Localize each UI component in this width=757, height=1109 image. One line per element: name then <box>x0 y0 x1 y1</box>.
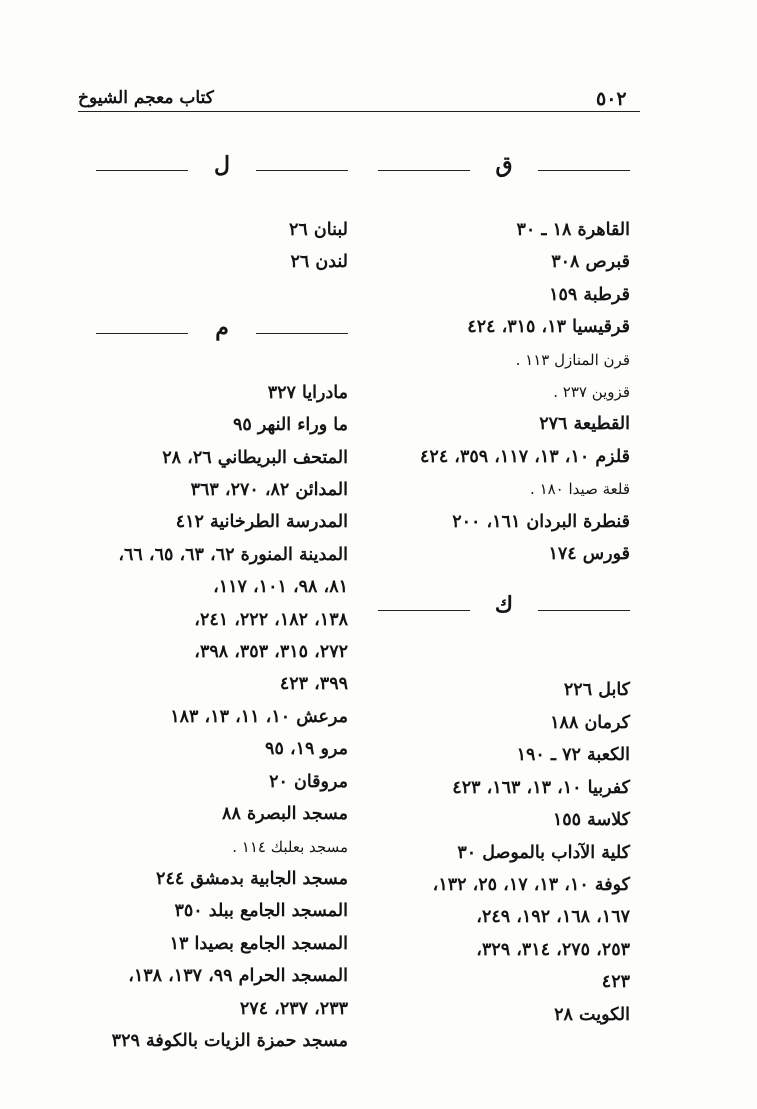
right-column <box>378 150 630 1031</box>
index-entry: قلعة صيدا ١٨٠ . <box>530 480 630 499</box>
running-title: كتاب معجم الشيوخ <box>78 88 214 108</box>
header-rule <box>78 111 640 112</box>
heading-rule <box>256 333 348 334</box>
page-number: ٥٠٢ <box>596 88 627 110</box>
heading-rule <box>378 610 470 611</box>
section-letter: م <box>215 314 229 341</box>
index-entry: مرو ١٩، ٩٥ <box>265 739 348 760</box>
index-entry: القطيعة ٢٧٦ <box>539 414 630 435</box>
heading-rule <box>96 333 188 334</box>
section-heading-lam <box>96 150 348 190</box>
index-entry: مرعش ١٠، ١١، ١٣، ١٨٣ <box>170 706 348 727</box>
index-entry: الكويت ٢٨ <box>554 1004 630 1025</box>
index-entry: القاهرة ١٨ ـ ٣٠ <box>516 220 630 240</box>
section-heading-mim <box>96 313 348 353</box>
index-entry: المسجد الحرام ٩٩، ١٣٧، ١٣٨، <box>128 966 348 987</box>
index-entry: مسجد بعلبك ١١٤ . <box>232 837 348 856</box>
index-entry: مروقان ٢٠ <box>269 771 348 792</box>
entry-list-kaf <box>378 674 630 1030</box>
index-entry: ما وراء النهر ٩٥ <box>233 415 348 436</box>
entry-list-lam <box>96 214 348 279</box>
index-entry: المسجد الجامع بصيدا ١٣ <box>169 933 348 954</box>
section-letter: ل <box>214 152 230 178</box>
index-entry: الكعبة ٧٢ ـ ١٩٠ <box>516 745 630 766</box>
index-entry: المتحف البريطاني ٢٦، ٢٨ <box>162 447 348 468</box>
index-entry-continuation: ٤٢٣ <box>601 972 630 993</box>
section-heading-kaf <box>378 590 630 630</box>
heading-rule <box>538 610 630 611</box>
entry-list-qaf <box>378 214 630 570</box>
index-entry-continuation: ٣٩٩، ٤٢٣ <box>279 674 348 695</box>
index-entry: مسجد حمزة الزيات بالكوفة ٣٢٩ <box>111 1030 348 1051</box>
index-entry: لبنان ٢٦ <box>289 220 348 240</box>
index-entry-continuation: ٢٥٣، ٢٧٥، ٣١٤، ٣٢٩، <box>476 939 630 960</box>
index-entry: مسجد البصرة ٨٨ <box>222 804 348 825</box>
index-entry: قرن المنازل ١١٣ . <box>515 350 630 369</box>
index-entry: قلزم ١٠، ١٣، ١١٧، ٣٥٩، ٤٢٤ <box>420 446 630 467</box>
index-entry: كابل ٢٢٦ <box>563 680 630 701</box>
section-heading-qaf <box>378 150 630 190</box>
index-entry: كلية الآداب بالموصل ٣٠ <box>457 842 630 863</box>
index-entry: قبرص ٣٠٨ <box>551 252 630 273</box>
section-letter: ك <box>494 592 514 619</box>
index-entry: مسجد الجابية بدمشق ٢٤٤ <box>156 868 348 889</box>
heading-rule <box>538 170 630 171</box>
index-entry: قورس ١٧٤ <box>548 544 630 565</box>
index-entry: كفربيا ١٠، ١٣، ١٦٣، ٤٢٣ <box>452 777 630 798</box>
index-entry: قرطبة ١٥٩ <box>549 284 630 305</box>
index-entry-continuation: ٨١، ٩٨، ١٠١، ١١٧، <box>213 577 348 598</box>
index-entry-continuation: ١٦٧، ١٦٨، ١٩٢، ٢٤٩، <box>476 907 630 928</box>
index-entry-continuation: ٢٧٢، ٣١٥، ٣٥٣، ٣٩٨، <box>194 642 348 663</box>
index-entry: لندن ٢٦ <box>290 252 348 273</box>
heading-rule <box>378 170 470 171</box>
heading-rule <box>96 170 188 171</box>
heading-rule <box>256 170 348 171</box>
entry-list-mim <box>96 377 348 1058</box>
index-entry: كلاسة ١٥٥ <box>552 810 630 831</box>
index-entry: قرقيسيا ١٣، ٣١٥، ٤٢٤ <box>467 317 630 338</box>
index-entry: المدائن ٨٢، ٢٧٠، ٣٦٣ <box>190 480 348 501</box>
index-entry: كرمان ١٨٨ <box>550 712 630 733</box>
index-entry: المدينة المنورة ٦٢، ٦٣، ٦٥، ٦٦، <box>118 544 348 565</box>
index-entry-continuation: ١٣٨، ١٨٢، ٢٢٢، ٢٤١، <box>194 609 348 630</box>
index-entry-continuation: ٢٣٣، ٢٣٧، ٢٧٤ <box>239 998 348 1019</box>
index-entry: قنطرة البردان ١٦١، ٢٠٠ <box>452 511 630 532</box>
index-entry: المدرسة الطرخانية ٤١٢ <box>175 512 348 533</box>
index-entry: قزوين ٢٣٧ . <box>553 383 630 402</box>
index-entry: مادرايا ٣٢٧ <box>267 382 348 403</box>
index-entry: كوفة ١٠، ١٣، ١٧، ٢٥، ١٣٢، <box>432 874 630 895</box>
section-letter: ق <box>495 152 513 178</box>
index-entry: المسجد الجامع ببلد ٣٥٠ <box>174 901 348 922</box>
left-column <box>96 150 348 1057</box>
page-header <box>0 84 757 112</box>
